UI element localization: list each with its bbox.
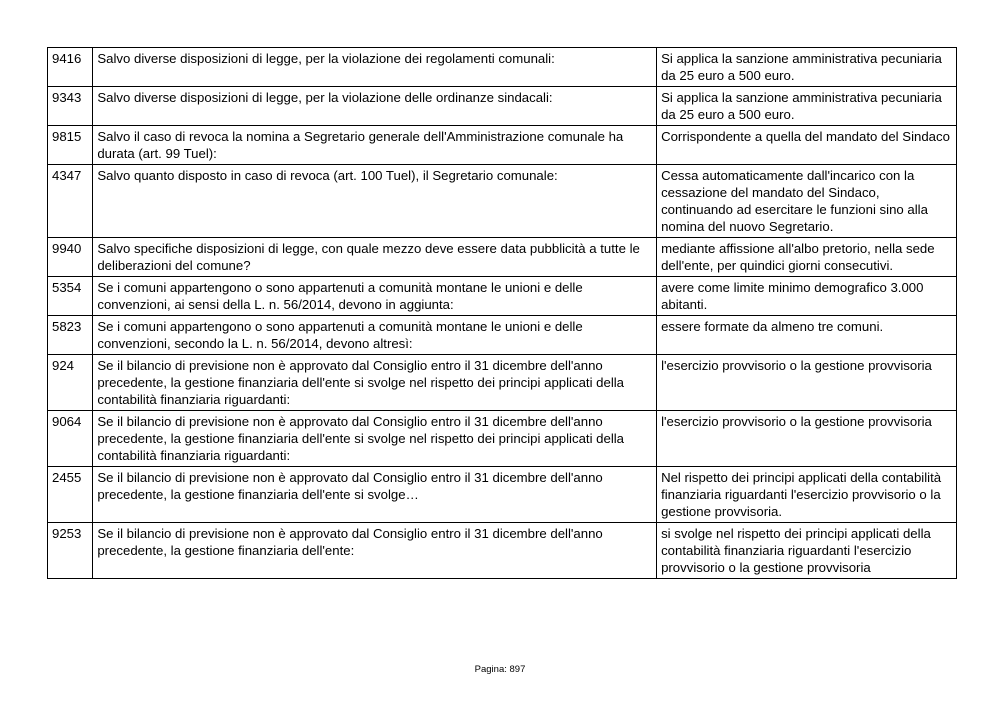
answer-text: Si applica la sanzione amministrativa pecuniaria da 25 euro a 500 euro. (657, 87, 957, 126)
question-id: 9343 (48, 87, 93, 126)
table-row (48, 355, 957, 411)
question-id: 9064 (48, 411, 93, 467)
question-text: Se i comuni appartengono o sono appartenuti a comunità montane le unioni e delle convenzioni, secondo la L. n. 56/2014, devono altresì: (93, 316, 657, 355)
question-text: Se il bilancio di previsione non è approvato dal Consiglio entro il 31 dicembre dell'anno precedente, la gestione finanziaria dell'ente si svolge nel rispetto dei principi applicati della contabilità finanziaria riguardanti: (93, 411, 657, 467)
question-id: 9253 (48, 523, 93, 579)
question-id: 5354 (48, 277, 93, 316)
question-text: Se il bilancio di previsione non è approvato dal Consiglio entro il 31 dicembre dell'anno precedente, la gestione finanziaria dell'ente: (93, 523, 657, 579)
question-text: Salvo specifiche disposizioni di legge, con quale mezzo deve essere data pubblicità a tutte le deliberazioni del comune? (93, 238, 657, 277)
question-id: 2455 (48, 467, 93, 523)
question-text: Salvo il caso di revoca la nomina a Segretario generale dell'Amministrazione comunale ha durata (art. 99 Tuel): (93, 126, 657, 165)
table-row (48, 467, 957, 523)
question-text: Salvo diverse disposizioni di legge, per la violazione dei regolamenti comunali: (93, 48, 657, 87)
table-row (48, 87, 957, 126)
table-row (48, 411, 957, 467)
question-text: Se il bilancio di previsione non è approvato dal Consiglio entro il 31 dicembre dell'anno precedente, la gestione finanziaria dell'ente si svolge nel rispetto dei principi applicati della contabilità finanziaria riguardanti: (93, 355, 657, 411)
table-row (48, 48, 957, 87)
answer-text: Nel rispetto dei principi applicati della contabilità finanziaria riguardanti l'esercizio provvisorio o la gestione provvisoria. (657, 467, 957, 523)
question-text: Salvo diverse disposizioni di legge, per la violazione delle ordinanze sindacali: (93, 87, 657, 126)
qa-table (47, 47, 957, 579)
answer-text: Si applica la sanzione amministrativa pecuniaria da 25 euro a 500 euro. (657, 48, 957, 87)
question-text: Se il bilancio di previsione non è approvato dal Consiglio entro il 31 dicembre dell'anno precedente, la gestione finanziaria dell'ente si svolge… (93, 467, 657, 523)
table-row (48, 165, 957, 238)
question-id: 5823 (48, 316, 93, 355)
table-row (48, 316, 957, 355)
answer-text: Corrispondente a quella del mandato del Sindaco (657, 126, 957, 165)
table-row (48, 126, 957, 165)
answer-text: l'esercizio provvisorio o la gestione provvisoria (657, 355, 957, 411)
table-row (48, 238, 957, 277)
question-id: 9815 (48, 126, 93, 165)
question-id: 9416 (48, 48, 93, 87)
answer-text: mediante affissione all'albo pretorio, nella sede dell'ente, per quindici giorni consecutivi. (657, 238, 957, 277)
answer-text: l'esercizio provvisorio o la gestione provvisoria (657, 411, 957, 467)
answer-text: avere come limite minimo demografico 3.000 abitanti. (657, 277, 957, 316)
answer-text: Cessa automaticamente dall'incarico con la cessazione del mandato del Sindaco, continuando ad esercitare le funzioni sino alla nomina del nuovo Segretario. (657, 165, 957, 238)
table-row (48, 277, 957, 316)
question-text: Se i comuni appartengono o sono appartenuti a comunità montane le unioni e delle convenzioni, ai sensi della L. n. 56/2014, devono in aggiunta: (93, 277, 657, 316)
question-id: 9940 (48, 238, 93, 277)
question-id: 924 (48, 355, 93, 411)
page-number: Pagina: 897 (474, 664, 526, 675)
question-text: Salvo quanto disposto in caso di revoca (art. 100 Tuel), il Segretario comunale: (93, 165, 657, 238)
answer-text: si svolge nel rispetto dei principi applicati della contabilità finanziaria riguardanti l'esercizio provvisorio o la gestione provvisoria (657, 523, 957, 579)
answer-text: essere formate da almeno tre comuni. (657, 316, 957, 355)
table-row (48, 523, 957, 579)
qa-table-body (48, 48, 957, 579)
question-id: 4347 (48, 165, 93, 238)
